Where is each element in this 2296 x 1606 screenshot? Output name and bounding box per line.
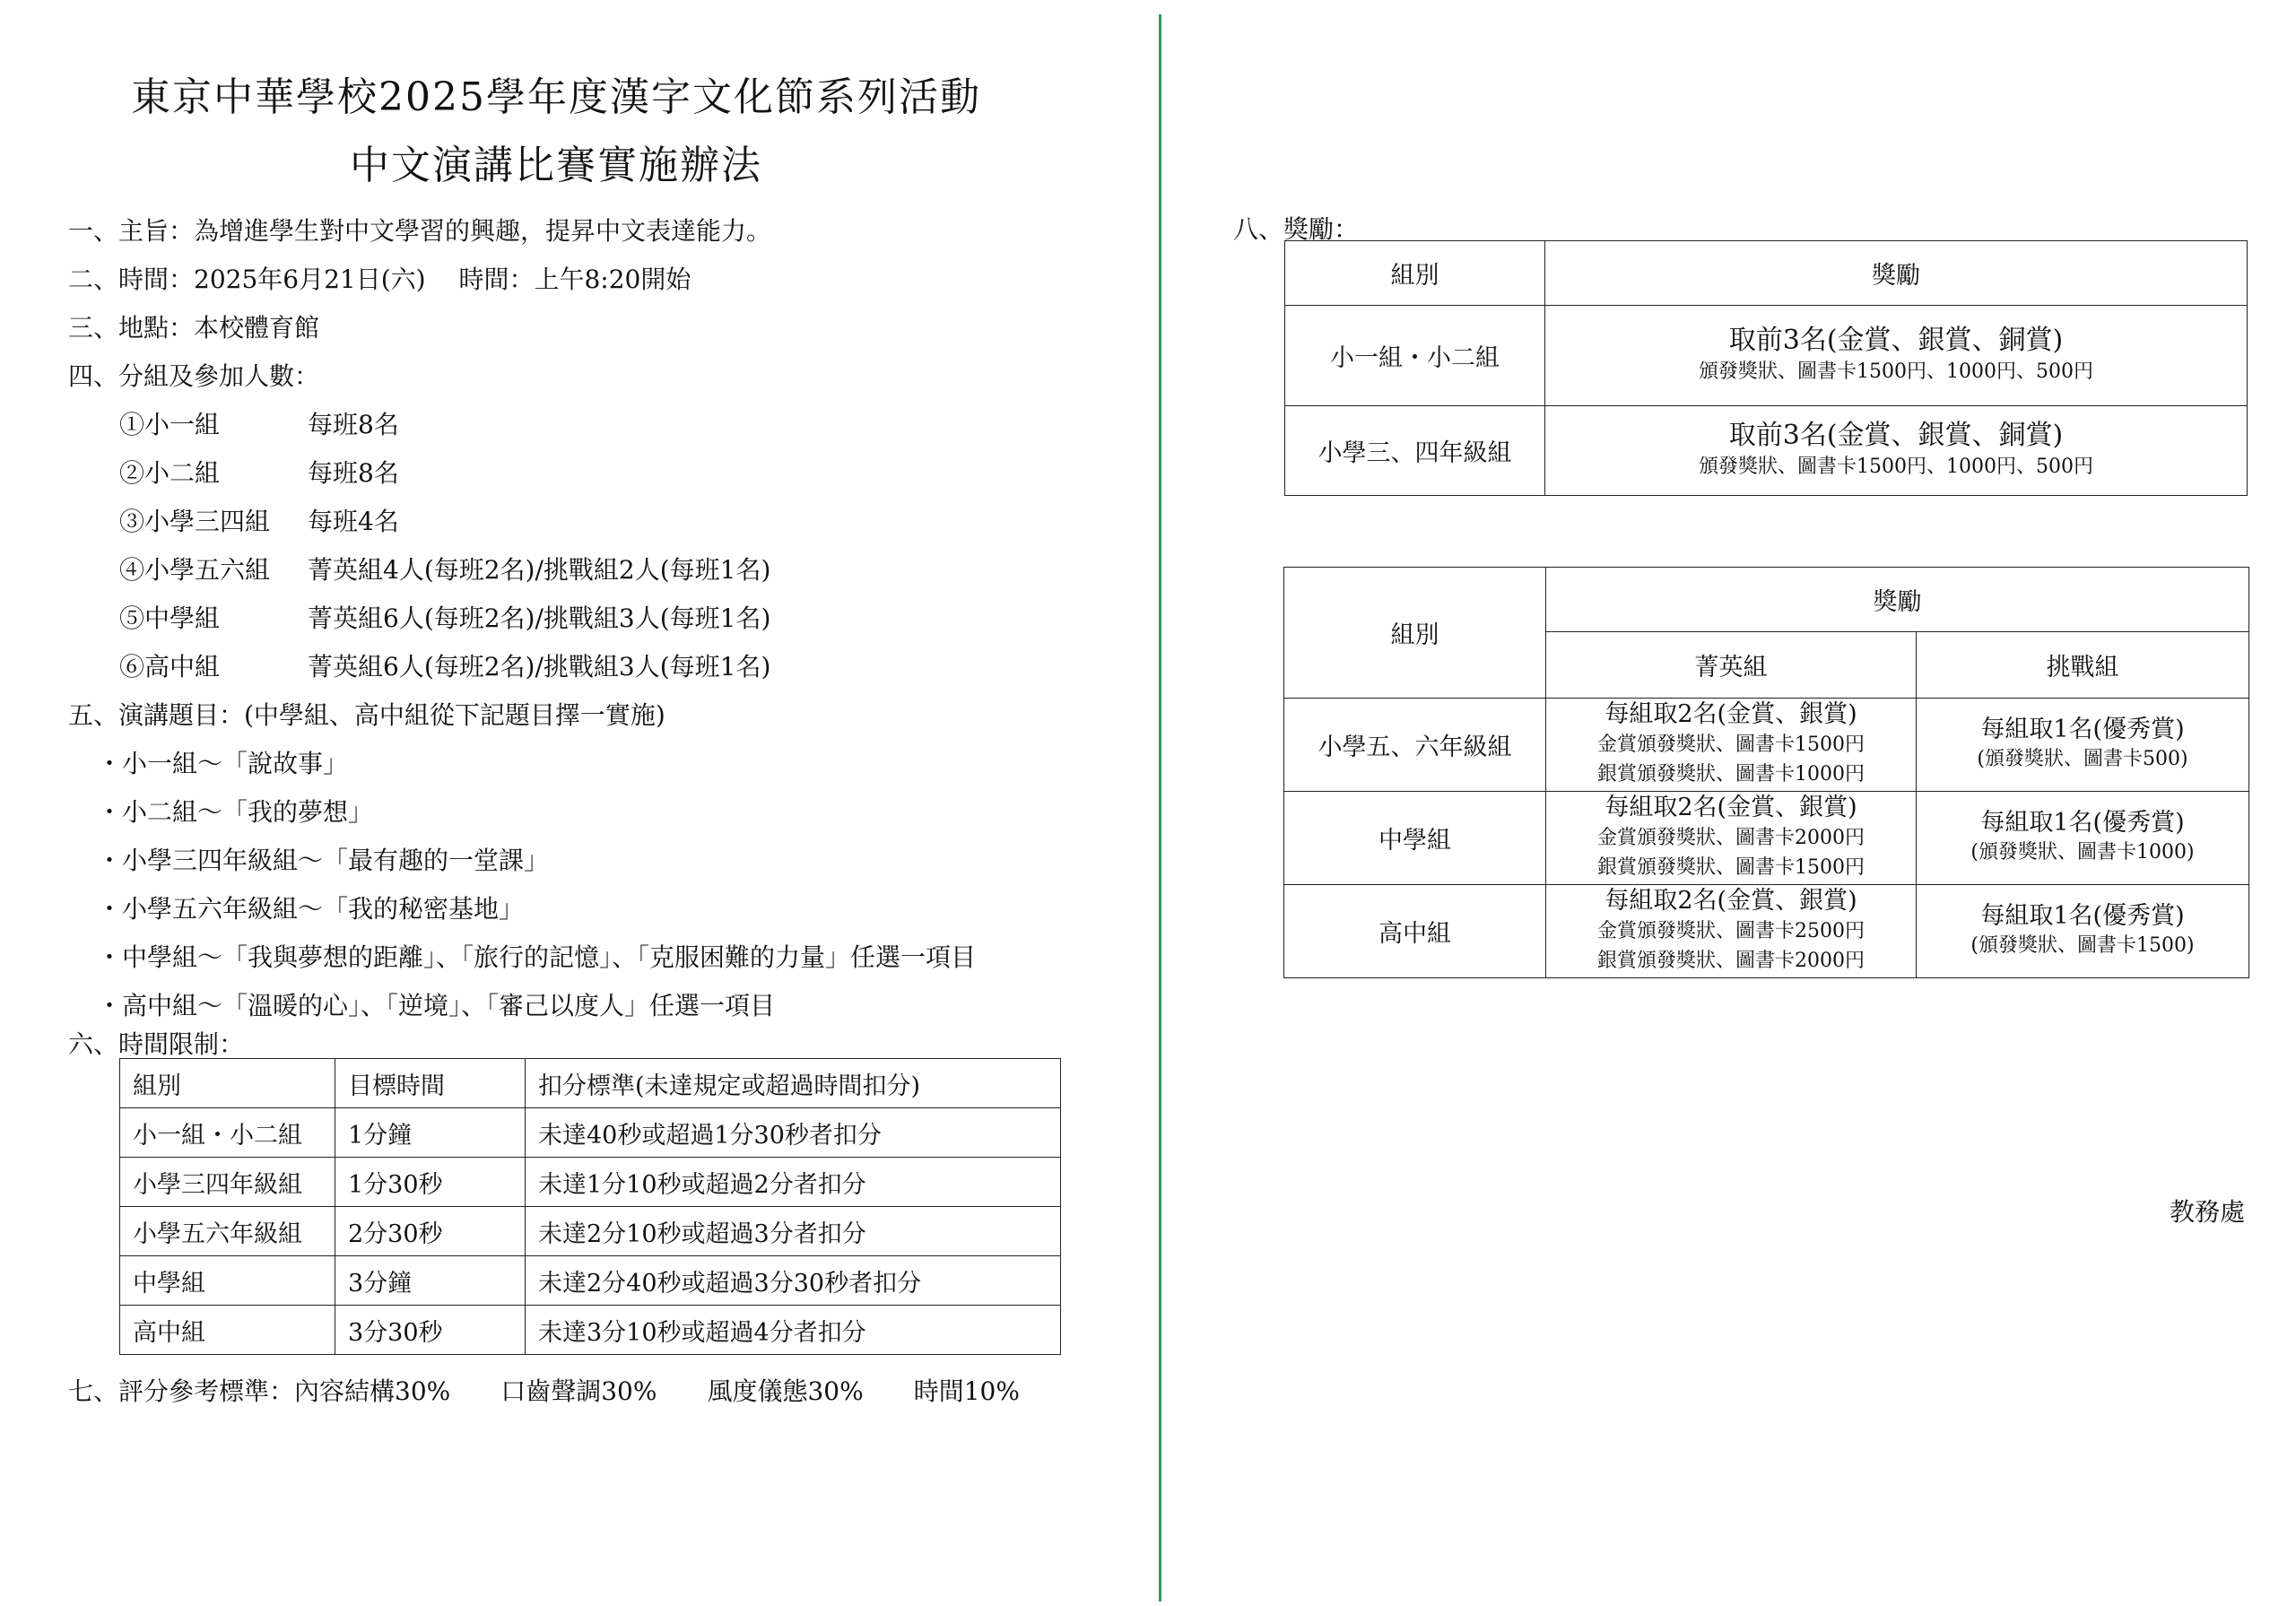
table-cell: 小學五六年級組 xyxy=(120,1207,335,1256)
table-cell: 1分30秒 xyxy=(335,1158,526,1207)
group-name: ⑤中學組 xyxy=(119,603,221,633)
table-cell: 高中組 xyxy=(120,1306,335,1355)
group-name: ①小一組 xyxy=(119,410,221,439)
table-header-cell: 菁英組 xyxy=(1546,632,1917,699)
topic-item: ・小二組～「我的夢想」 xyxy=(97,797,374,827)
table-cell xyxy=(1546,885,1917,978)
table-row xyxy=(1284,699,2249,792)
table-header-cell: 挑戰組 xyxy=(1917,632,2249,699)
group-item xyxy=(119,551,770,586)
award-main: 每組取1名(優秀賞) xyxy=(1980,901,2185,930)
table-cell: 3分30秒 xyxy=(335,1306,526,1355)
document-subtitle: 中文演講比賽實施辦法 xyxy=(350,143,762,188)
table-cell: 中學組 xyxy=(120,1256,335,1306)
award-main: 每組取1名(優秀賞) xyxy=(1980,715,2185,743)
topic-item: ・中學組～「我與夢想的距離」、「旅行的記憶」、「克服困難的力量」任選一項目 xyxy=(97,942,977,972)
award-detail: 銀賞頒發獎狀、圖書卡1500円 xyxy=(1597,855,1865,879)
award-main: 每組取1名(優秀賞) xyxy=(1980,808,2185,837)
group-item xyxy=(119,502,399,538)
table-header-cell: 目標時間 xyxy=(335,1059,526,1108)
section-purpose: 一、主旨：為增進學生對中文學習的興趣，提昇中文表達能力。 xyxy=(68,216,772,246)
award-detail: (頒發獎狀、圖書卡500) xyxy=(1977,748,2188,771)
section-groups-heading: 四、分組及參加人數： xyxy=(68,361,320,391)
table-cell: 中學組 xyxy=(1284,792,1546,885)
group-name: ④小學五六組 xyxy=(119,555,271,585)
table-cell: 未達2分40秒或超過3分30秒者扣分 xyxy=(526,1256,1061,1306)
topic-item: ・高中組～「溫暖的心」、「逆境」、「審己以度人」任選一項目 xyxy=(97,991,776,1020)
group-item xyxy=(119,599,770,635)
award-detail: 頒發獎狀、圖書卡1500円、1000円、500円 xyxy=(1699,360,2093,383)
table-cell: 高中組 xyxy=(1284,885,1546,978)
table-header-cell: 獎勵 xyxy=(1546,568,2249,632)
table-cell: 1分鐘 xyxy=(335,1108,526,1158)
table-cell xyxy=(1545,406,2248,496)
table-header-cell: 獎勵 xyxy=(1545,241,2248,306)
table-row xyxy=(1284,792,2249,885)
award-main: 每組取2名(金賞、銀賞) xyxy=(1605,887,1857,916)
group-item xyxy=(119,454,399,490)
issuer-signature: 教務處 xyxy=(2170,1197,2246,1227)
table-header-row xyxy=(1284,568,2249,632)
table-cell: 未達1分10秒或超過2分者扣分 xyxy=(526,1158,1061,1207)
time-limit-table xyxy=(119,1058,1061,1355)
table-header-cell: 組別 xyxy=(1284,568,1546,699)
award-detail: 金賞頒發獎狀、圖書卡2000円 xyxy=(1597,826,1865,849)
table-cell: 小一組・小二組 xyxy=(120,1108,335,1158)
section-time-limit-heading: 六、時間限制： xyxy=(68,1029,245,1059)
section-awards-heading: 八、獎勵： xyxy=(1233,214,1360,244)
group-name: ③小學三四組 xyxy=(119,507,271,536)
section-place: 三、地點：本校體育館 xyxy=(68,313,320,343)
table-cell: 小學三、四年級組 xyxy=(1285,406,1545,496)
table-row xyxy=(120,1256,1061,1306)
document-title: 東京中華學校2025學年度漢字文化節系列活動 xyxy=(131,74,981,120)
table-cell: 小學三四年級組 xyxy=(120,1158,335,1207)
table-cell: 2分30秒 xyxy=(335,1207,526,1256)
table-header-row xyxy=(1285,241,2248,306)
table-row xyxy=(120,1108,1061,1158)
award-detail: 金賞頒發獎狀、圖書卡2500円 xyxy=(1597,919,1865,942)
group-count: 每班8名 xyxy=(308,458,399,488)
group-item xyxy=(119,647,770,683)
awards-table-lower-grades xyxy=(1284,240,2248,496)
award-main: 每組取2名(金賞、銀賞) xyxy=(1605,700,1857,729)
section-time: 二、時間：2025年6月21日(六) 時間：上午8:20開始 xyxy=(68,265,691,294)
topic-item: ・小學五六年級組～「我的秘密基地」 xyxy=(97,894,525,924)
table-cell xyxy=(1917,699,2249,792)
group-name: ②小二組 xyxy=(119,458,221,488)
table-row xyxy=(120,1158,1061,1207)
group-count: 菁英組6人(每班2名)/挑戰組3人(每班1名) xyxy=(308,603,771,633)
group-name: ⑥高中組 xyxy=(119,652,221,681)
group-item xyxy=(119,405,399,441)
group-count: 每班8名 xyxy=(308,410,399,439)
award-main: 取前3名(金賞、銀賞、銅賞) xyxy=(1728,325,2064,356)
table-row xyxy=(120,1207,1061,1256)
table-cell xyxy=(1917,885,2249,978)
table-row xyxy=(120,1306,1061,1355)
award-detail: 銀賞頒發獎狀、圖書卡1000円 xyxy=(1597,762,1865,786)
table-cell xyxy=(1917,792,2249,885)
topic-item: ・小一組～「說故事」 xyxy=(97,749,349,778)
right-page xyxy=(1166,0,2296,1606)
table-cell: 小學五、六年級組 xyxy=(1284,699,1546,792)
table-cell: 未達2分10秒或超過3分者扣分 xyxy=(526,1207,1061,1256)
table-cell xyxy=(1545,306,2248,406)
table-header-row xyxy=(120,1059,1061,1108)
table-row xyxy=(1285,306,2248,406)
award-detail: (頒發獎狀、圖書卡1500) xyxy=(1970,934,2195,958)
table-header-cell: 組別 xyxy=(1285,241,1545,306)
table-row xyxy=(1285,406,2248,496)
table-header-cell: 扣分標準(未達規定或超過時間扣分) xyxy=(526,1059,1061,1108)
award-detail: 銀賞頒發獎狀、圖書卡2000円 xyxy=(1597,949,1865,972)
group-count: 菁英組4人(每班2名)/挑戰組2人(每班1名) xyxy=(308,555,771,585)
award-main: 取前3名(金賞、銀賞、銅賞) xyxy=(1728,420,2064,451)
award-detail: 金賞頒發獎狀、圖書卡1500円 xyxy=(1597,733,1865,756)
group-count: 菁英組6人(每班2名)/挑戰組3人(每班1名) xyxy=(308,652,771,681)
table-cell xyxy=(1546,792,1917,885)
table-row xyxy=(1284,885,2249,978)
table-cell: 小一組・小二組 xyxy=(1285,306,1545,406)
table-header-cell: 組別 xyxy=(120,1059,335,1108)
section-topics-heading: 五、演講題目：(中學組、高中組從下記題目擇一實施) xyxy=(68,700,665,730)
group-count: 每班4名 xyxy=(308,507,399,536)
table-cell: 未達40秒或超過1分30秒者扣分 xyxy=(526,1108,1061,1158)
award-main: 每組取2名(金賞、銀賞) xyxy=(1605,794,1857,822)
table-cell: 3分鐘 xyxy=(335,1256,526,1306)
award-detail: 頒發獎狀、圖書卡1500円、1000円、500円 xyxy=(1699,456,2093,478)
award-detail: (頒發獎狀、圖書卡1000) xyxy=(1970,841,2195,864)
table-cell: 未達3分10秒或超過4分者扣分 xyxy=(526,1306,1061,1355)
awards-table-upper-grades xyxy=(1283,567,2249,978)
page-divider xyxy=(1159,14,1161,1602)
table-cell xyxy=(1546,699,1917,792)
section-scoring: 七、評分參考標準：內容結構30% 口齒聲調30% 風度儀態30% 時間10% xyxy=(68,1376,1020,1406)
topic-item: ・小學三四年級組～「最有趣的一堂課」 xyxy=(97,846,550,875)
